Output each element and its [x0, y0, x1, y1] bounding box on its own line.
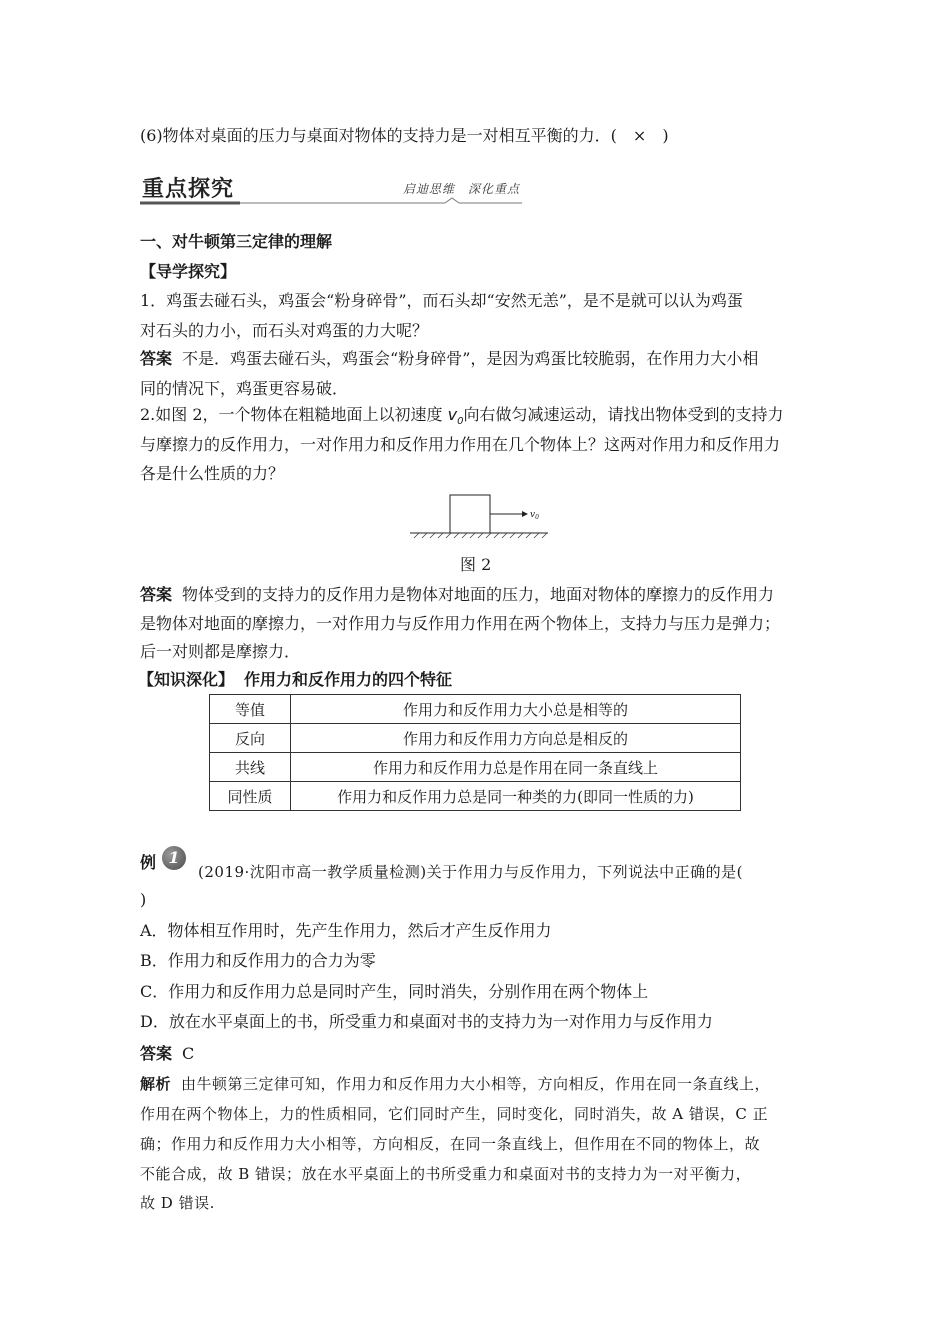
velocity-letter: v [447, 405, 458, 424]
question-2-line-2: 与摩擦力的反作用力，一对作用力和反作用力作用在几个物体上？这两对作用力和反作用力 [140, 435, 781, 454]
table-value: 作用力和反作用力总是作用在同一条直线上 [291, 753, 741, 782]
figure-velocity-letter: v [530, 510, 536, 520]
section-underline [140, 196, 522, 206]
velocity-symbol [447, 405, 464, 428]
option-b: B．作用力和反作用力的合力为零 [140, 951, 376, 970]
table-key: 等值 [210, 695, 291, 724]
table-row [210, 782, 741, 811]
table-row [210, 753, 741, 782]
answer-1-line-1 [140, 349, 820, 369]
analysis-line-4: 不能合成，故 B 错误；放在水平桌面上的书所受重力和桌面对书的支持力为一对平衡力， [140, 1165, 752, 1183]
analysis-line-3: 确；作用力和反作用力大小相等，方向相反，在同一条直线上，但作用在不同的物体上，故 [140, 1135, 761, 1153]
knowledge-deepen-heading [138, 670, 818, 690]
answer-1-line-2: 同的情况下，鸡蛋更容易破． [140, 379, 349, 398]
question-1-line-1: 1．鸡蛋去碰石头，鸡蛋会“粉身碎骨”，而石头却“安然无恙”，是不是就可以认为鸡蛋 [140, 291, 743, 310]
example-stem: (2019·沈阳市高一教学质量检测)关于作用力与反作用力，下列说法中正确的是( [198, 863, 744, 881]
analysis-text: 由牛顿第三定律可知，作用力和反作用力大小相等，方向相反，作用在同一条直线上， [181, 1075, 771, 1093]
table-value: 作用力和反作用力方向总是相反的 [291, 724, 741, 753]
question-2-text-pre: 2.如图 2，一个物体在粗糙地面上以初速度 [140, 405, 448, 424]
guide-explore-label: 【导学探究】 [140, 262, 237, 281]
example-stem-end: ) [140, 890, 147, 909]
figure-velocity-subscript: 0 [535, 514, 539, 521]
item-6-statement: (6)物体对桌面的压力与桌面对物体的支持力是一对相互平衡的力．( × ) [140, 126, 669, 145]
heading-newton-third-law: 一、对牛顿第三定律的理解 [140, 232, 333, 251]
features-table [209, 694, 741, 811]
example-label: 例 [140, 853, 157, 872]
answer-label: 答案 [140, 585, 173, 604]
table-row [210, 724, 741, 753]
answer-label: 答案 [140, 1044, 173, 1063]
answer-label: 答案 [140, 349, 173, 368]
question-2-line-3: 各是什么性质的力？ [140, 464, 285, 483]
section-title: 重点探究 [142, 177, 235, 202]
answer-1-text: 不是．鸡蛋去碰石头，鸡蛋会“粉身碎骨”，是因为鸡蛋比较脆弱，在作用力大小相 [182, 349, 759, 368]
example-answer [140, 1044, 820, 1064]
answer-2-text: 物体受到的支持力的反作用力是物体对地面的压力，地面对物体的摩擦力的反作用力 [182, 585, 775, 604]
option-a: A．物体相互作用时，先产生作用力，然后才产生反作用力 [140, 921, 552, 940]
table-row [210, 695, 741, 724]
option-d: D．放在水平桌面上的书，所受重力和桌面对书的支持力为一对作用力与反作用力 [140, 1012, 713, 1031]
table-value: 作用力和反作用力大小总是相等的 [291, 695, 741, 724]
section-header [140, 170, 522, 206]
analysis-line-2: 作用在两个物体上，力的性质相同，它们同时产生，同时变化，同时消失，故 A 错误，C 正 [140, 1105, 769, 1123]
answer-2-line-2: 是物体对地面的摩擦力，一对作用力与反作用力作用在两个物体上，支持力与压力是弹力； [140, 614, 781, 633]
answer-value: C [182, 1044, 195, 1063]
table-key: 同性质 [210, 782, 291, 811]
knowledge-label: 【知识深化】 [138, 670, 235, 689]
knowledge-title: 作用力和反作用力的四个特征 [244, 670, 453, 689]
velocity-subscript: 0 [457, 416, 464, 428]
block-on-ground-svg [408, 490, 548, 540]
analysis-line-1 [140, 1074, 820, 1094]
analysis-label: 解析 [140, 1075, 172, 1093]
example-number-badge: 1 [162, 846, 186, 870]
answer-2-line-3: 后一对则都是摩擦力． [140, 642, 301, 661]
option-c: C．作用力和反作用力总是同时产生，同时消失，分别作用在两个物体上 [140, 982, 649, 1001]
table-key: 共线 [210, 753, 291, 782]
section-subtitle: 启迪思维 深化重点 [402, 182, 520, 196]
question-1-line-2: 对石头的力小，而石头对鸡蛋的力大呢？ [140, 321, 429, 340]
velocity-label [530, 510, 539, 521]
table-key: 反向 [210, 724, 291, 753]
figure-caption: 图 2 [460, 555, 492, 574]
figure-2-block-diagram [408, 490, 548, 540]
question-2-line-1 [140, 405, 820, 432]
table-value: 作用力和反作用力总是同一种类的力(即同一性质的力) [291, 782, 741, 811]
answer-2-line-1 [140, 585, 820, 605]
analysis-line-5: 故 D 错误. [140, 1194, 215, 1212]
question-2-text-post: 向右做匀减速运动，请找出物体受到的支持力 [463, 405, 784, 424]
